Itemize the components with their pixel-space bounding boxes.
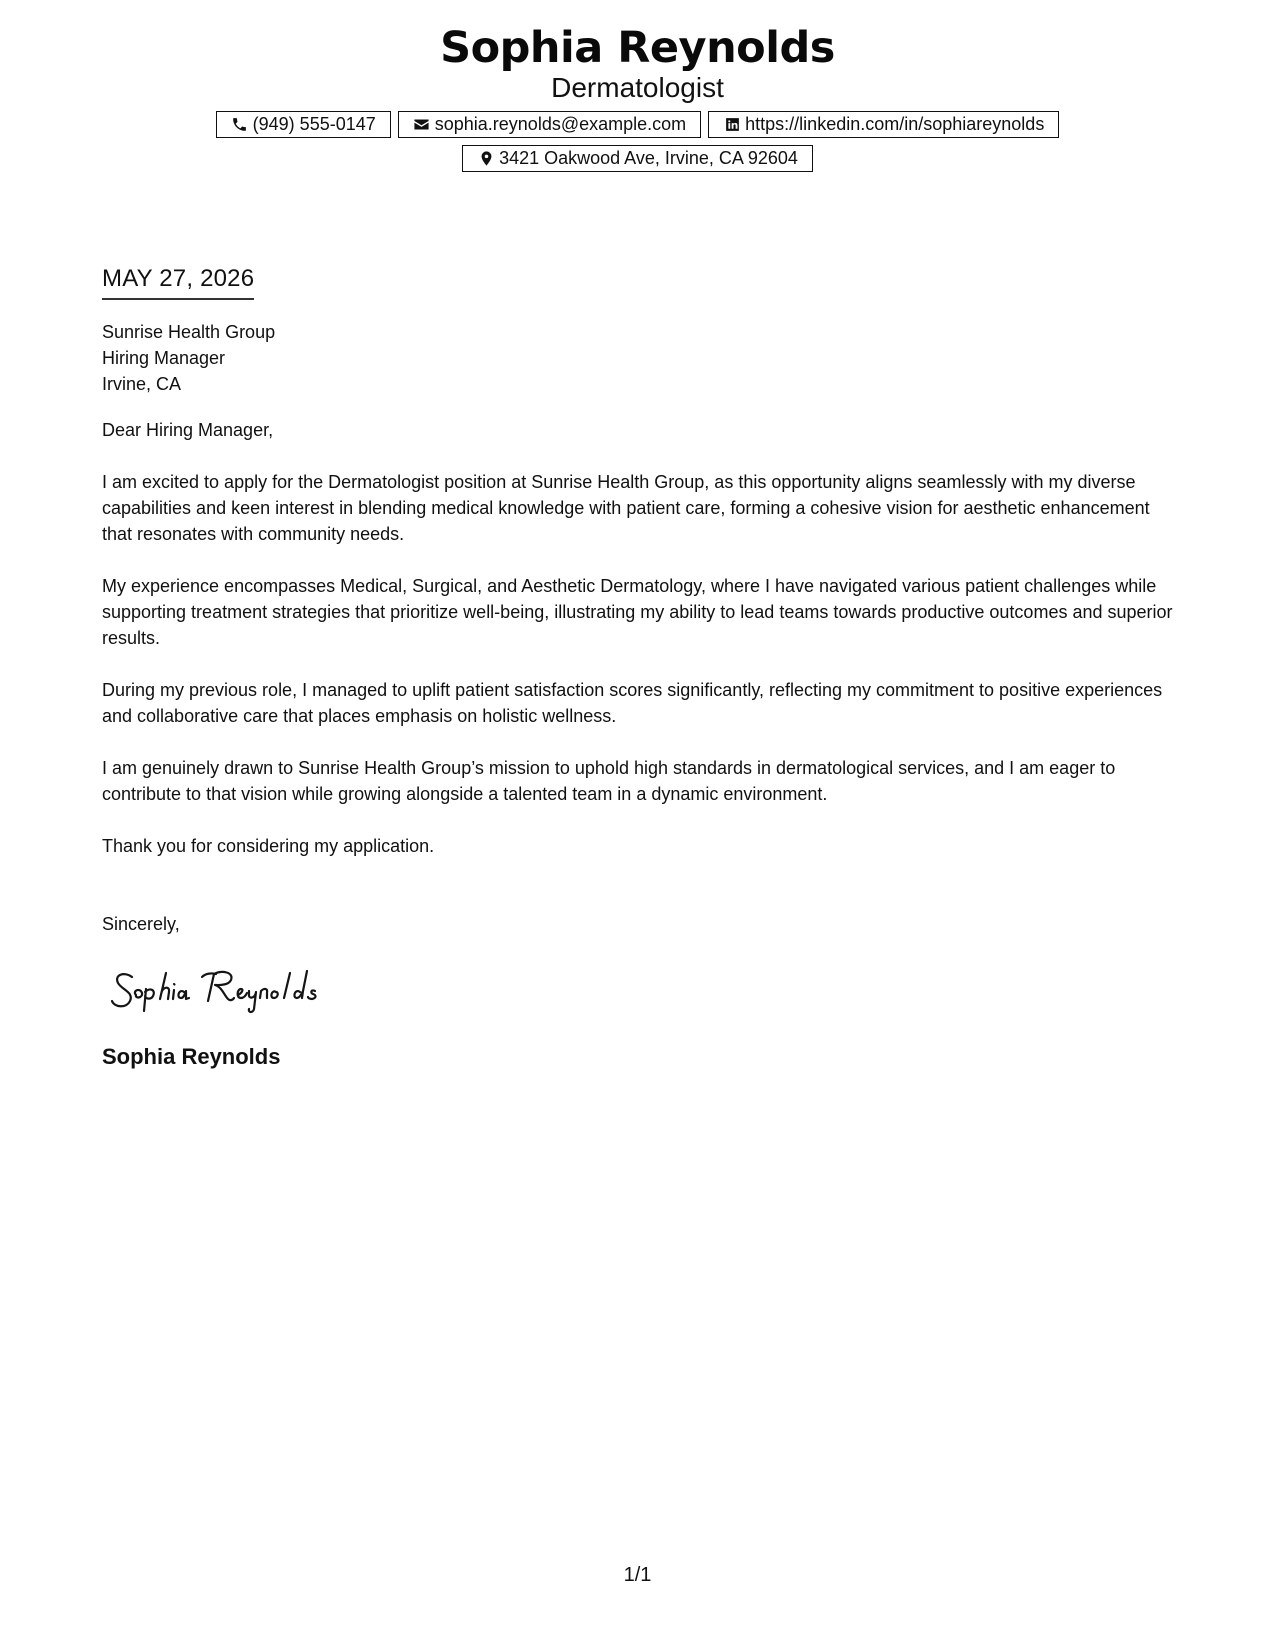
recipient-company: Sunrise Health Group [102,322,276,342]
linkedin-text: https://linkedin.com/in/sophiareynolds [745,114,1045,134]
contact-row [0,111,1275,138]
letter-header [0,22,1275,172]
paragraph: I am genuinely drawn to Sunrise Health Group’s mission to uphold high standards in dermatological services, and I am eager to contribute to that vision while growing alongside a talented team in a dynamic environment. [102,758,1116,804]
letter-body [102,262,1182,1071]
email-chip[interactable] [398,111,701,138]
paragraph: I am excited to apply for the Dermatologist position at Sunrise Health Group, as this opportunity aligns seamlessly with my diverse capabilities and keen interest in blending medical knowledge with patient care, forming a cohesive vision for aesthetic enhancement that resonates with community needs. [102,472,1150,544]
envelope-icon [413,116,431,134]
closing: Sincerely, [102,914,180,934]
letter-date: MAY 27, 2026 [102,262,254,300]
phone-icon [231,116,249,134]
phone-chip[interactable] [216,111,391,138]
address-text: 3421 Oakwood Ave, Irvine, CA 92604 [499,148,798,168]
phone-text: (949) 555-0147 [252,114,376,134]
map-pin-icon [477,150,495,168]
signature [110,965,1182,1017]
recipient-role: Hiring Manager [102,348,226,368]
recipient-location: Irvine, CA [102,374,182,394]
recipient-block [102,319,1182,397]
paragraph: My experience encompasses Medical, Surgical, and Aesthetic Dermatology, where I have navigated various patient challenges while supporting treatment strategies that prioritize well-being, illustrating my ability to lead teams towards productive outcomes and superior results. [102,576,1173,648]
paragraph: During my previous role, I managed to uplift patient satisfaction scores significantly, reflecting my commitment to positive experiences and collaborative care that places emphasis on holistic wellness. [102,680,1163,726]
linkedin-icon [723,116,741,134]
applicant-name: Sophia Reynolds [440,23,835,73]
salutation: Dear Hiring Manager, [102,420,274,440]
contact-row-address [0,145,1275,172]
email-text: sophia.reynolds@example.com [434,114,687,134]
applicant-title: Dermatologist [551,72,724,103]
paragraph: Thank you for considering my application. [102,836,435,856]
linkedin-chip[interactable] [708,111,1059,138]
page-number: 1/1 [623,1564,652,1586]
address-chip[interactable] [462,145,813,172]
signature-drawing [110,965,360,1017]
signer-name: Sophia Reynolds [102,1044,281,1069]
